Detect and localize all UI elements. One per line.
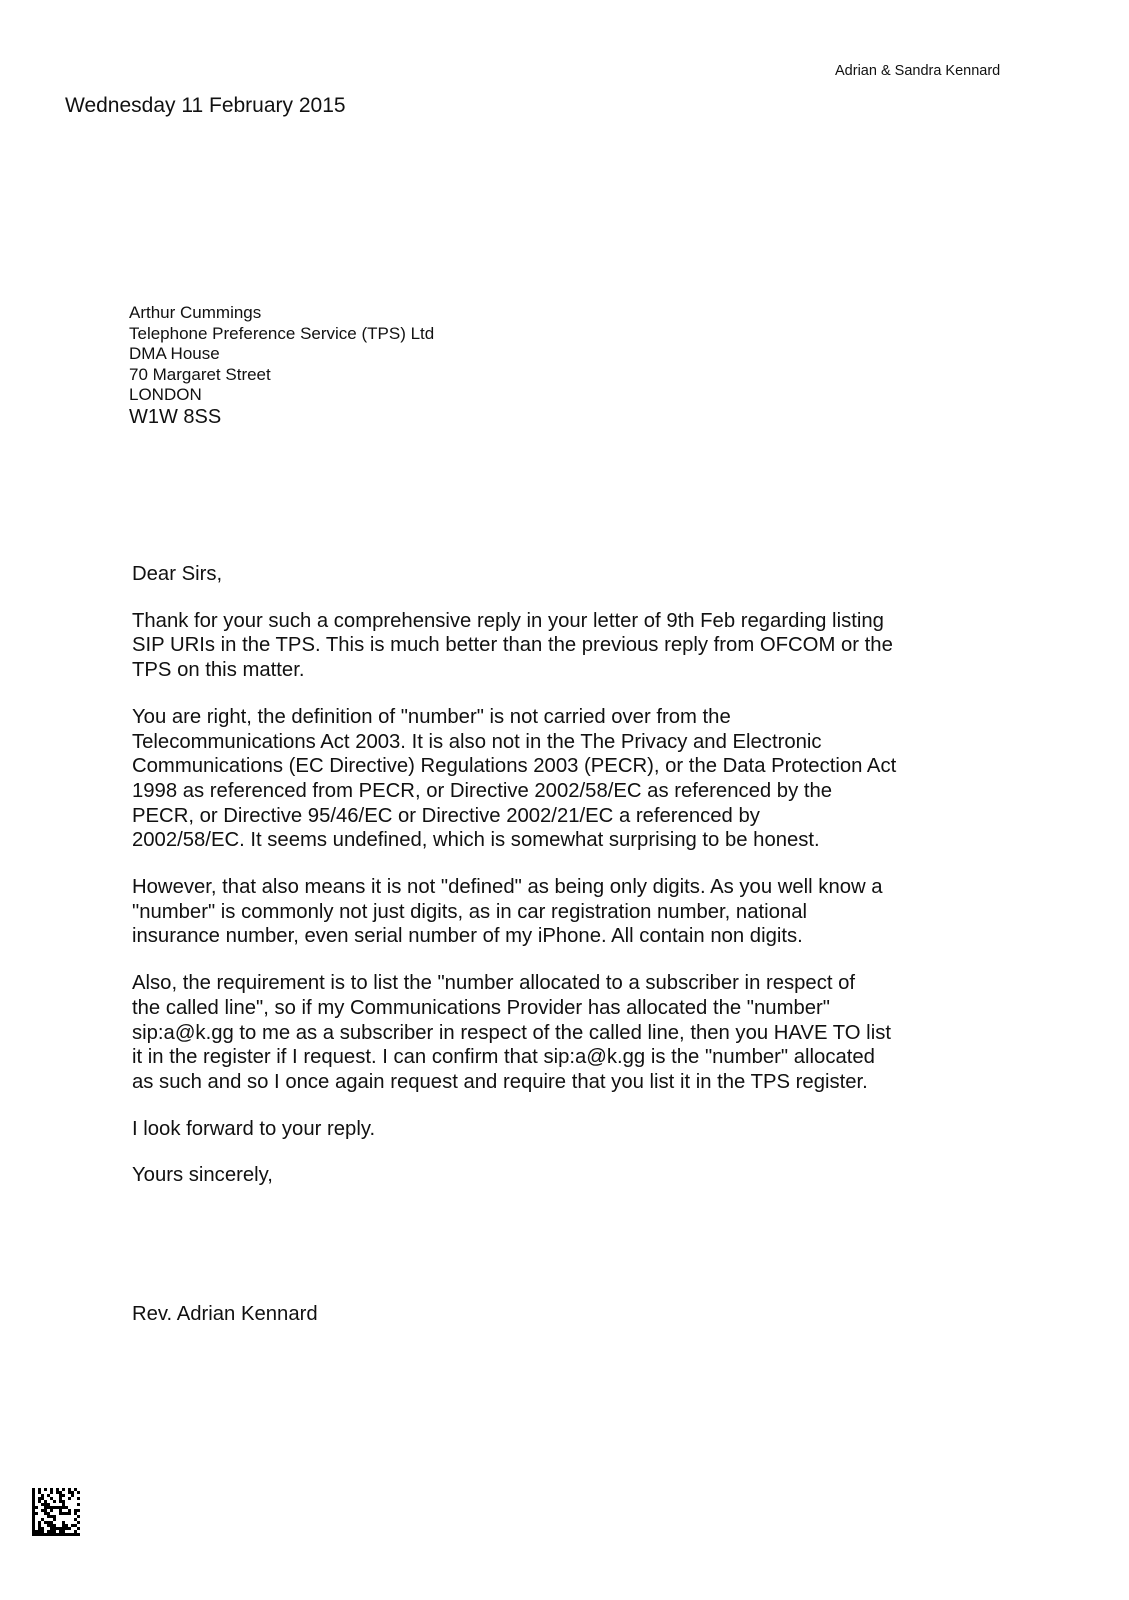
paragraph-line: You are right, the definition of "number" is not carried over from the — [132, 705, 731, 728]
salutation: Dear Sirs, — [132, 563, 223, 585]
data-matrix-code — [32, 1488, 80, 1536]
paragraph-line: TPS on this matter. — [132, 659, 305, 682]
paragraph — [132, 609, 896, 683]
paragraph — [132, 971, 896, 1095]
address-line: Arthur Cummings — [129, 303, 262, 322]
paragraph-line: Thank for your such a comprehensive reply in your letter of 9th Feb regarding listing — [132, 609, 884, 632]
letter-date: Wednesday 11 February 2015 — [65, 94, 346, 117]
sender-name: Adrian & Sandra Kennard — [835, 63, 1001, 79]
paragraph-line: as such and so I once again request and require that you list it in the TPS register. — [132, 1070, 868, 1093]
paragraph-line: it in the register if I request. I can confirm that sip:a@k.gg is the "number" allocated — [132, 1046, 875, 1069]
letter-body — [132, 562, 896, 1210]
paragraph-line: sip:a@k.gg to me as a subscriber in respect of the called line, then you HAVE TO list — [132, 1021, 891, 1044]
address-postcode: W1W 8SS — [129, 405, 222, 428]
recipient-address — [129, 303, 434, 428]
paragraph — [132, 875, 896, 949]
paragraph-line: Communications (EC Directive) Regulations 2003 (PECR), or the Data Protection Act — [132, 755, 897, 778]
paragraph — [132, 1117, 896, 1142]
address-line: 70 Margaret Street — [129, 364, 271, 384]
paragraph-line: "number" is commonly not just digits, as in car registration number, national — [132, 900, 807, 923]
paragraph-line: the called line", so if my Communications Provider has allocated the "number" — [132, 996, 830, 1019]
address-line: DMA House — [129, 344, 220, 363]
address-line: LONDON — [129, 385, 202, 404]
paragraph-line: SIP URIs in the TPS. This is much better than the previous reply from OFCOM or the — [132, 634, 893, 657]
paragraph — [132, 1163, 896, 1188]
paragraph-line: Telecommunications Act 2003. It is also not in the The Privacy and Electronic — [132, 730, 822, 753]
paragraph-line: However, that also means it is not "defined" as being only digits. As you well know a — [132, 876, 883, 899]
paragraph — [132, 705, 896, 853]
paragraph-line: I look forward to your reply. — [132, 1117, 376, 1140]
paragraph-line: Also, the requirement is to list the "number allocated to a subscriber in respect of — [132, 972, 856, 995]
paragraph-line: 1998 as referenced from PECR, or Directive 2002/58/EC as referenced by the — [132, 779, 833, 802]
paragraph-line: PECR, or Directive 95/46/EC or Directive 2002/21/EC a referenced by — [132, 804, 760, 827]
paragraph-line: insurance number, even serial number of my iPhone. All contain non digits. — [132, 925, 803, 948]
signature-name: Rev. Adrian Kennard — [132, 1303, 318, 1325]
paragraph-line: Yours sincerely, — [132, 1164, 273, 1187]
address-line: Telephone Preference Service (TPS) Ltd — [129, 323, 435, 343]
paragraph-line: 2002/58/EC. It seems undefined, which is somewhat surprising to be honest. — [132, 829, 820, 852]
